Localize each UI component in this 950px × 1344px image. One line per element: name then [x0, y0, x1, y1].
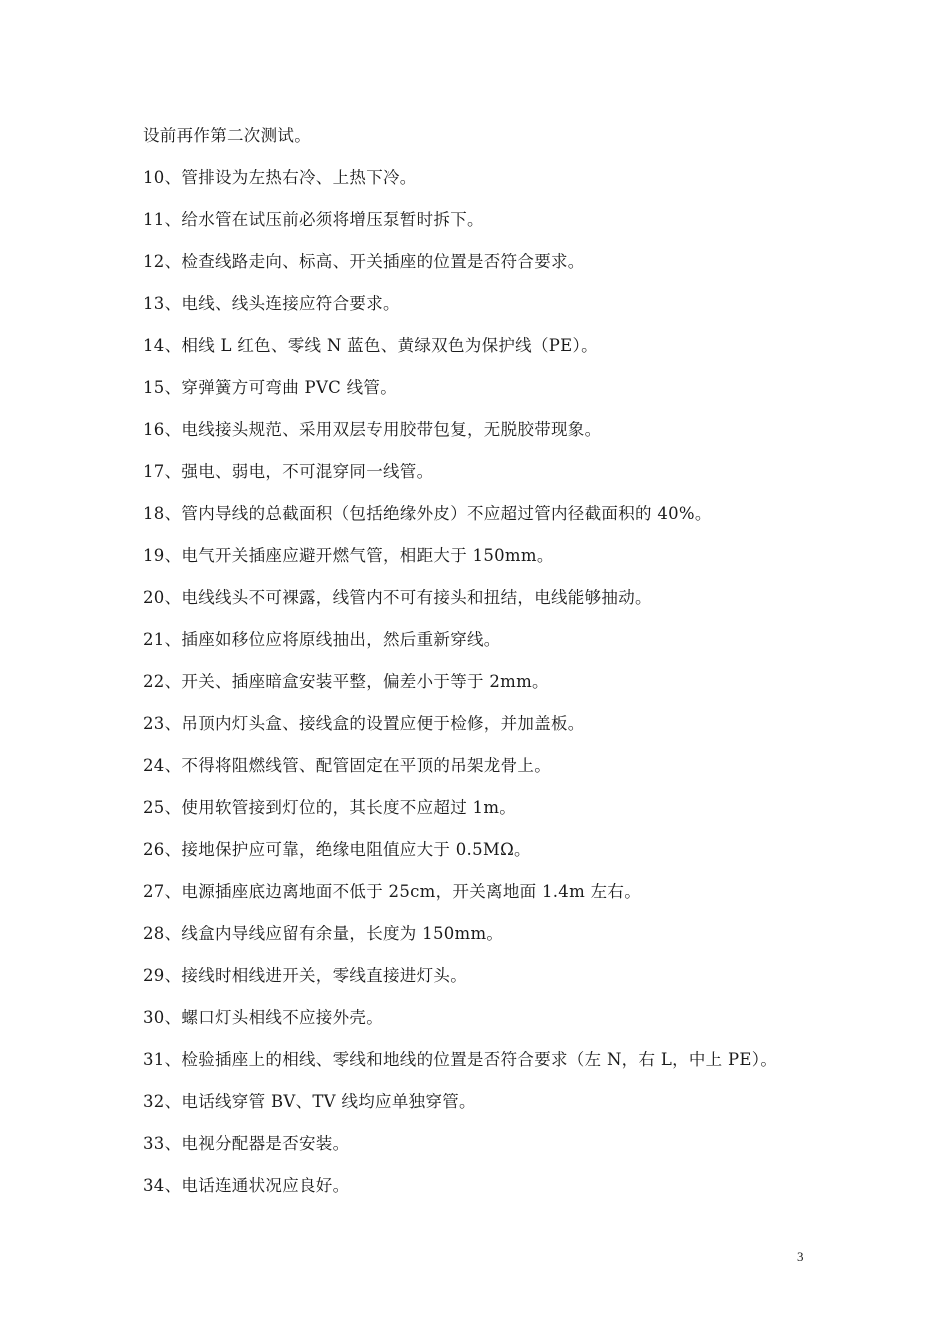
- list-item: 27、电源插座底边离地面不低于 25cm，开关离地面 1.4m 左右。: [143, 882, 641, 901]
- list-item: 12、检查线路走向、标高、开关插座的位置是否符合要求。: [143, 252, 585, 271]
- list-item: 11、给水管在试压前必须将增压泵暂时拆下。: [143, 210, 484, 229]
- list-item: 14、相线 L 红色、零线 N 蓝色、黄绿双色为保护线（PE）。: [143, 336, 598, 355]
- list-item: 23、吊顶内灯头盒、接线盒的设置应便于检修，并加盖板。: [143, 714, 585, 733]
- list-item: 17、强电、弱电，不可混穿同一线管。: [143, 462, 434, 481]
- list-item: 32、电话线穿管 BV、TV 线均应单独穿管。: [143, 1092, 476, 1111]
- list-item: 21、插座如移位应将原线抽出，然后重新穿线。: [143, 630, 501, 649]
- list-item: 31、检验插座上的相线、零线和地线的位置是否符合要求（左 N，右 L，中上 PE）。: [143, 1050, 778, 1069]
- list-item: 15、穿弹簧方可弯曲 PVC 线管。: [143, 378, 398, 397]
- list-item: 28、线盒内导线应留有余量，长度为 150mm。: [143, 924, 504, 943]
- list-item: 25、使用软管接到灯位的，其长度不应超过 1m。: [143, 798, 517, 817]
- list-item: 33、电视分配器是否安装。: [143, 1134, 350, 1153]
- list-item: 24、不得将阻燃线管、配管固定在平顶的吊架龙骨上。: [143, 756, 551, 775]
- list-item: 10、管排设为左热右冷、上热下冷。: [143, 168, 417, 187]
- list-item: 16、电线接头规范、采用双层专用胶带包复，无脱胶带现象。: [143, 420, 602, 439]
- list-item: 18、管内导线的总截面积（包括绝缘外皮）不应超过管内径截面积的 40%。: [143, 504, 712, 523]
- list-item: 22、开关、插座暗盒安装平整，偏差小于等于 2mm。: [143, 672, 549, 691]
- page-number: 3: [797, 1249, 804, 1264]
- document-body: [143, 121, 823, 1213]
- list-item: 34、电话连通状况应良好。: [143, 1176, 350, 1195]
- list-item: 30、螺口灯头相线不应接外壳。: [143, 1008, 383, 1027]
- list-item: 13、电线、线头连接应符合要求。: [143, 294, 400, 313]
- list-item: 20、电线线头不可裸露，线管内不可有接头和扭结，电线能够抽动。: [143, 588, 652, 607]
- text-line: 设前再作第二次测试。: [143, 126, 311, 145]
- list-item: 19、电气开关插座应避开燃气管，相距大于 150mm。: [143, 546, 554, 565]
- list-item: 26、接地保护应可靠，绝缘电阻值应大于 0.5MΩ。: [143, 840, 531, 859]
- list-item: 29、接线时相线进开关，零线直接进灯头。: [143, 966, 467, 985]
